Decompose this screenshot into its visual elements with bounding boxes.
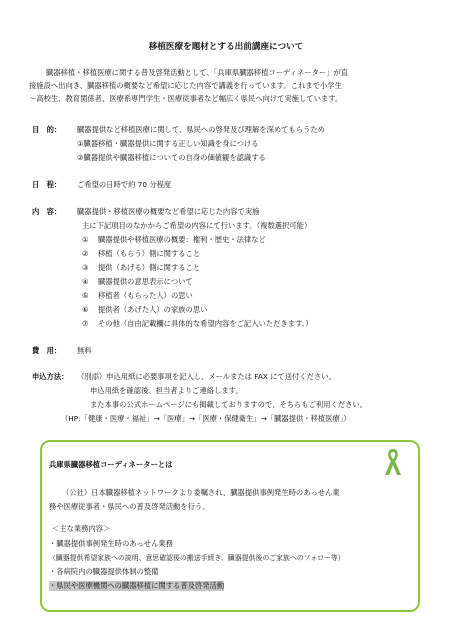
apply-line: （HP:「健康・医療・福祉」→「医療」→「医療・保健衛生」→「臓器提供・移植医療」） bbox=[61, 414, 351, 423]
page-title: 移植医療を題材とする出前講座について bbox=[148, 42, 304, 52]
purpose-line: ①臓器移植・臓器提供に関する正しい知識を身につける bbox=[77, 139, 259, 148]
duty-item-detail: （臓器提供希望家族への説明、意思確認後の搬送手続き、臓器提供後のご家族へのフォロー等） bbox=[49, 554, 345, 562]
content-item: 臓器提供の意思表示について bbox=[98, 277, 193, 286]
content-item: 臓器提供や移植医療の概要：権利・歴史・法律など bbox=[98, 235, 266, 244]
content-item: その他（自由記載欄に具体的な希望内容をご記入いただきます。） bbox=[98, 319, 313, 328]
duty-item-highlighted: ・県民や医療機関への臓器移植に関する普及啓発活動 bbox=[49, 581, 225, 590]
content-item-number: ⑥ bbox=[82, 305, 89, 314]
content-item-number: ② bbox=[82, 249, 89, 258]
intro-line: 接施設へ出向き、臓器移植の概要など希望に応じた内容で講義を行っています。これまで小学生 bbox=[29, 81, 342, 90]
apply-line: また本事の公式ホームページにも掲載しておりますので、そちらもご利用ください。 bbox=[90, 400, 367, 409]
content-item-number: ③ bbox=[82, 263, 89, 272]
schedule-label: 日 程： bbox=[32, 180, 62, 189]
content-line: 臓器提供・移植医療の概要など希望に応じた内容で実施 bbox=[77, 207, 260, 216]
content-item: 提供者（あげた人）の家族の思い bbox=[98, 305, 208, 314]
cost-text: 無料 bbox=[77, 346, 92, 355]
content-item-number: ① bbox=[82, 235, 89, 244]
content-item-number: ⑤ bbox=[82, 291, 89, 300]
intro-line: 臓器移植・移植医療に関する普及啓発活動として、「兵庫県臓器移植コーディネーター」が直 bbox=[46, 68, 349, 77]
apply-line: 申込用紙を確認後、担当者よりご連絡します。 bbox=[90, 386, 243, 395]
box-title: 兵庫県臓器移植コーディネーターとは bbox=[49, 460, 173, 469]
purpose-line: ②臓器提供や臓器移植についての自身の価値観を認識する bbox=[77, 153, 266, 162]
green-ribbon-icon bbox=[382, 447, 404, 477]
content-item-number: ⑦ bbox=[82, 319, 89, 328]
box-desc-line: 務や医療従事者・県民への普及啓発活動を行う。 bbox=[49, 502, 210, 511]
apply-label: 申込方法： bbox=[32, 372, 69, 381]
content-line: 主に下記項目のなかからご希望の内容にて行います。（複数選択可能） bbox=[82, 221, 312, 230]
apply-line: （別添）申込用紙に必要事項を記入し、メールまたは FAX にて送付ください。 bbox=[77, 372, 336, 381]
duty-item: ・各病院内の臓器提供体制の整備 bbox=[49, 567, 159, 576]
cost-label: 費 用： bbox=[32, 346, 62, 355]
schedule-text: ご希望の日時で約 70 分程度 bbox=[77, 180, 172, 189]
content-item: 移植（もらう）側に関すること bbox=[98, 249, 201, 258]
purpose-line: 臓器提供など移植医療に関して、県民への啓発及び理解を深めてもらうため bbox=[77, 125, 325, 134]
duties-title: ＜主な業務内容＞ bbox=[52, 524, 111, 533]
content-item: 提供（あげる）側に関すること bbox=[98, 263, 201, 272]
intro-line: ～高校生、教育関係者、医療系専門学生・医療従事者など幅広く県民へ向けて実施しています。 bbox=[29, 94, 343, 103]
content-label: 内 容： bbox=[32, 207, 62, 216]
duty-item: ・臓器提供事例発生時のあっせん業務 bbox=[49, 539, 173, 548]
purpose-label: 目 的： bbox=[32, 125, 62, 134]
content-item-number: ④ bbox=[82, 277, 89, 286]
box-desc-line: （公社）日本臓器移植ネットワークより委嘱され、臓器提供事例発生時のあっせん業 bbox=[62, 488, 340, 497]
content-item: 移植者（もらった人）の思い bbox=[98, 291, 193, 300]
